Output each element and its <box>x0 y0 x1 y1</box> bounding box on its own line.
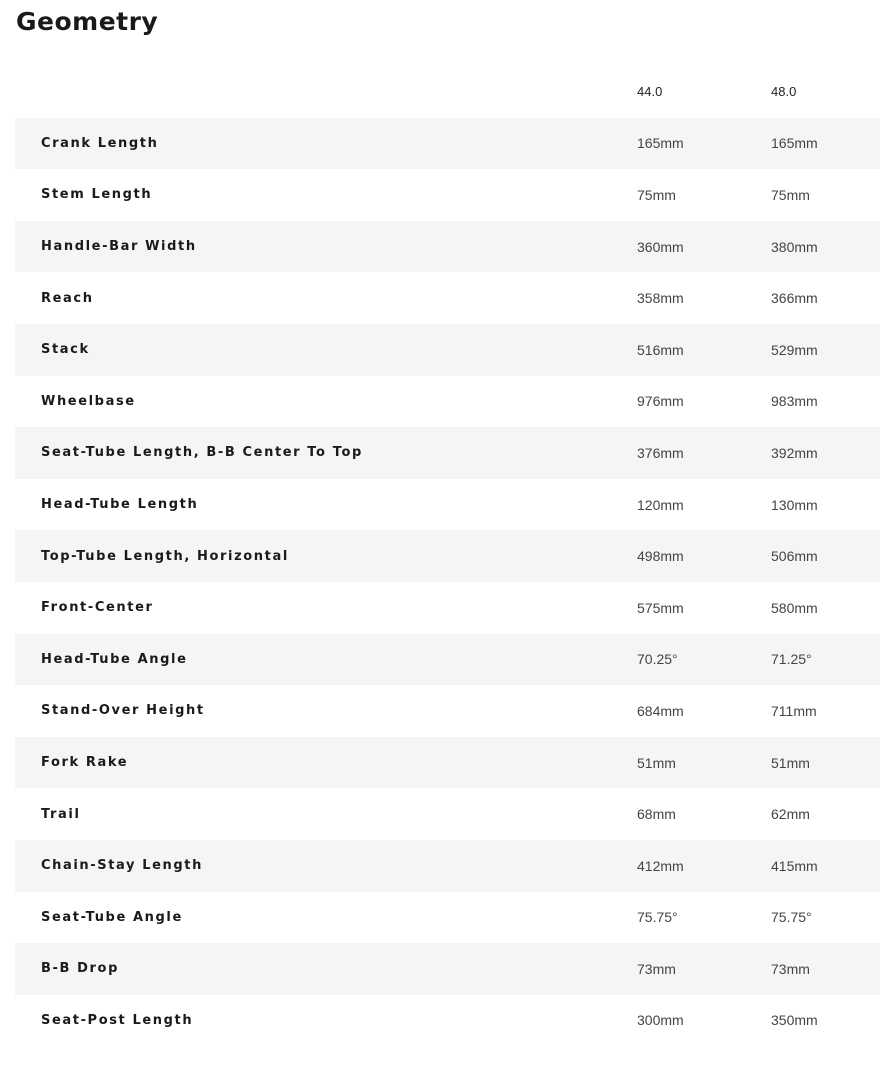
value-size-48: 62mm <box>771 806 810 823</box>
row-label: Head-Tube Length <box>41 497 199 513</box>
table-row <box>15 737 880 789</box>
value-size-44: 412mm <box>637 857 684 874</box>
value-size-48: 75.75° <box>771 909 812 926</box>
value-size-48: 130mm <box>771 496 818 513</box>
value-size-48: 350mm <box>771 1012 818 1029</box>
row-label: Handle-Bar Width <box>41 239 197 255</box>
size-header-44: 44.0 <box>637 84 663 100</box>
value-size-44: 75mm <box>637 186 676 203</box>
page-title: Geometry <box>16 7 159 36</box>
table-row <box>15 118 880 170</box>
row-label: Head-Tube Angle <box>41 651 188 667</box>
value-size-44: 75.75° <box>637 909 678 926</box>
row-label: Chain-Stay Length <box>41 858 203 874</box>
value-size-44: 684mm <box>637 702 684 719</box>
value-size-44: 120mm <box>637 496 684 513</box>
table-row <box>15 427 880 479</box>
value-size-48: 415mm <box>771 857 818 874</box>
row-label: Fork Rake <box>41 755 129 771</box>
value-size-48: 366mm <box>771 290 818 307</box>
size-header-48: 48.0 <box>771 84 797 100</box>
value-size-48: 983mm <box>771 393 818 410</box>
value-size-44: 498mm <box>637 548 684 565</box>
value-size-44: 976mm <box>637 393 684 410</box>
value-size-44: 70.25° <box>637 651 678 668</box>
value-size-44: 68mm <box>637 806 676 823</box>
value-size-44: 300mm <box>637 1012 684 1029</box>
table-row <box>15 376 880 428</box>
row-label: Reach <box>41 290 94 306</box>
value-size-44: 376mm <box>637 444 684 461</box>
row-label: Stack <box>41 342 90 358</box>
value-size-44: 516mm <box>637 341 684 358</box>
table-row <box>15 788 880 840</box>
row-label: Seat-Tube Length, B-B Center To Top <box>41 445 363 461</box>
table-row <box>15 634 880 686</box>
table-row <box>15 892 880 944</box>
value-size-44: 73mm <box>637 960 676 977</box>
row-label: Wheelbase <box>41 393 136 409</box>
row-label: Seat-Post Length <box>41 1012 194 1028</box>
value-size-48: 380mm <box>771 238 818 255</box>
row-label: Crank Length <box>41 135 159 151</box>
value-size-48: 392mm <box>771 444 818 461</box>
table-row <box>15 685 880 737</box>
table-row <box>15 530 880 582</box>
table-row <box>15 840 880 892</box>
row-label: Top-Tube Length, Horizontal <box>41 548 289 564</box>
value-size-48: 711mm <box>771 702 817 719</box>
row-label: Stem Length <box>41 187 153 203</box>
value-size-48: 51mm <box>771 754 810 771</box>
table-body <box>15 118 880 1047</box>
row-label: Trail <box>41 806 81 822</box>
table-row <box>15 582 880 634</box>
table-row <box>15 995 880 1047</box>
table-row <box>15 943 880 995</box>
value-size-48: 71.25° <box>771 651 812 668</box>
table-row <box>15 169 880 221</box>
row-label: Stand-Over Height <box>41 703 205 719</box>
row-label: Seat-Tube Angle <box>41 909 183 925</box>
value-size-48: 73mm <box>771 960 810 977</box>
row-label: B-B Drop <box>41 961 119 977</box>
table-row <box>15 272 880 324</box>
table-header-row <box>15 66 880 118</box>
value-size-44: 360mm <box>637 238 684 255</box>
value-size-48: 75mm <box>771 186 810 203</box>
value-size-48: 580mm <box>771 599 818 616</box>
value-size-48: 506mm <box>771 548 818 565</box>
table-row <box>15 324 880 376</box>
value-size-48: 529mm <box>771 341 818 358</box>
geometry-table <box>15 66 880 1046</box>
value-size-44: 575mm <box>637 599 684 616</box>
value-size-44: 165mm <box>637 135 684 152</box>
value-size-48: 165mm <box>771 135 818 152</box>
value-size-44: 358mm <box>637 290 684 307</box>
table-row <box>15 479 880 531</box>
value-size-44: 51mm <box>637 754 676 771</box>
row-label: Front-Center <box>41 600 154 616</box>
table-row <box>15 221 880 273</box>
